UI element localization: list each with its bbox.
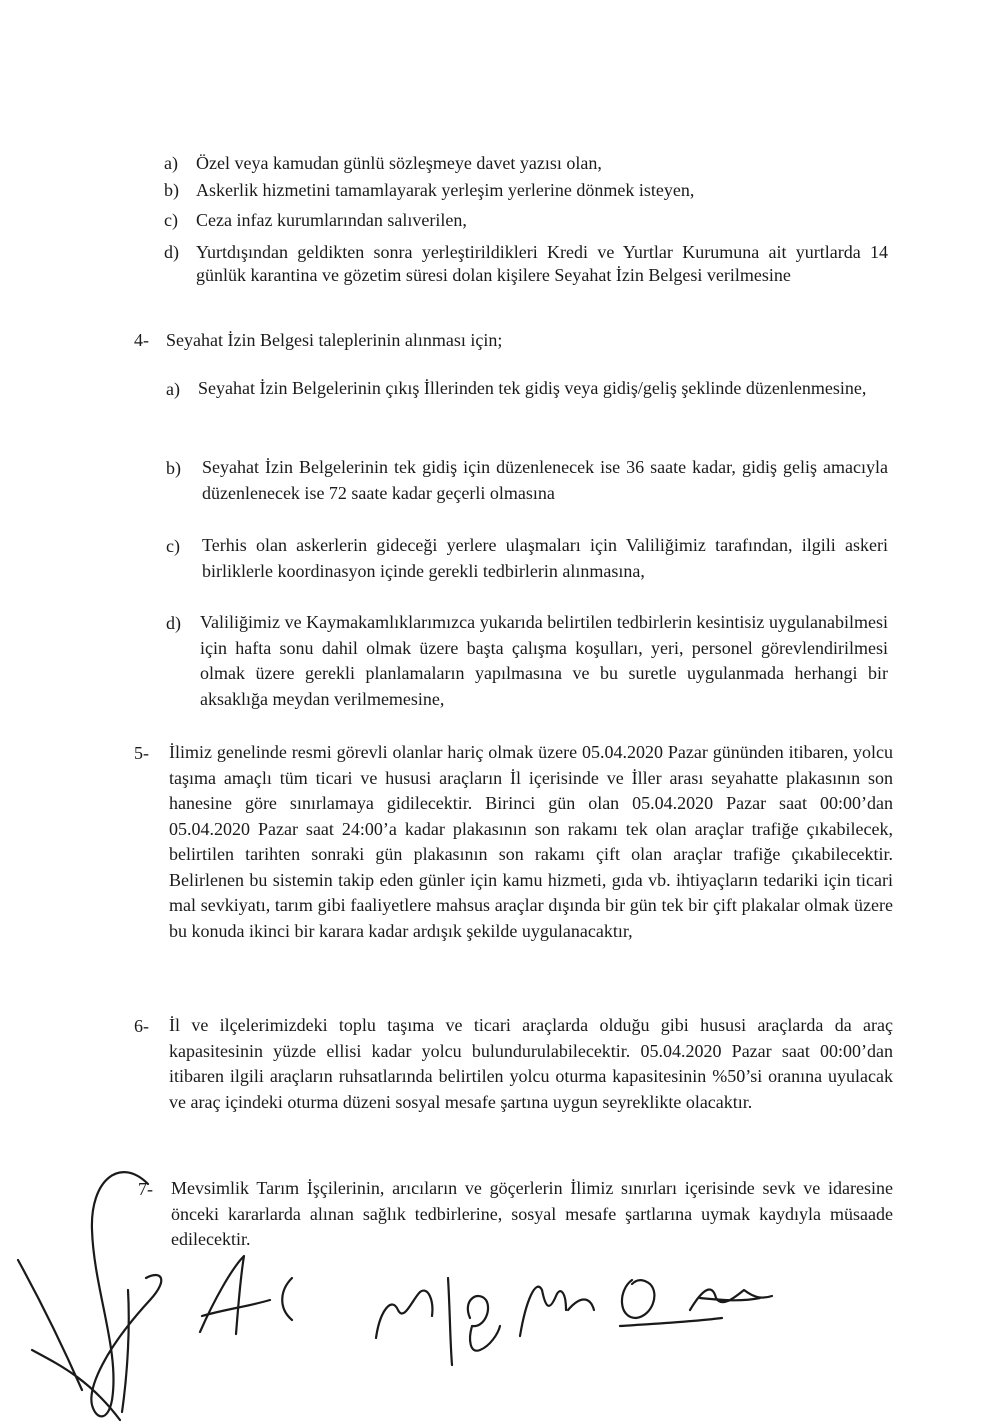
item-text: Mevsimlik Tarım İşçilerinin, arıcıların ve göçerlerin İlimiz sınırları içerisinde sevk ve idaresine önceki kararlarda alınan sağlık tedbirlerine, sosyal mesafe şartlarına uymak kaydıyla müsaade edilecektir. [171, 1178, 893, 1249]
handwritten-signatures [0, 1150, 1000, 1426]
item-text: İl ve ilçelerimizdeki toplu taşıma ve ticari araçlarda olduğu gibi hususi araçlarda da araç kapasitesinin yüzde ellisi kadar yolcu bulundurulabilecektir. 05.04.2020 Pazar saat 00:00’dan itibaren ilgili araçların ruhsatlarında belirtilen yolcu oturma kapasitesinin %50’si oranına uyulacak ve araç içindeki oturma düzeni sosyal mesafe şartına uygun seyreklikte olacaktır. [169, 1015, 893, 1112]
list-marker: a) [164, 153, 178, 173]
list-item-text: Askerlik hizmetini tamamlayarak yerleşim yerlerine dönmek isteyen, [196, 180, 695, 200]
item-text: İlimiz genelinde resmi görevli olanlar hariç olmak üzere 05.04.2020 Pazar gününden itibaren, yolcu taşıma amaçlı tüm ticari ve hususi araçların İl içerisinde ve İller arası seyahatte plakasının son hanesine göre sınırlamaya gidilecektir. Birinci gün olan 05.04.2020 Pazar saat 00:00’dan 05.04.2020 Pazar saat 24:00’a kadar plakasının son rakamı tek olan araçlar trafiğe çıkabilecek, belirtilen tarihten sonraki gün plakasının son rakamı çift olan araçlar trafiğe çıkabilecektir. Belirlenen bu sistemin takip eden günler için kamu hizmeti, gıda vb. ihtiyaçların tedariki için ticari mal sevkiyatı, tarım gibi faaliyetlere mahsus araçlar dışında bir gün tek bir çift plakalar olmak üzere bu konuda ikinci bir karara kadar ardışık şekilde uygulanacaktır, [169, 742, 893, 941]
subitem-text: Seyahat İzin Belgelerinin tek gidiş için düzenlenecek ise 36 saate kadar, gidiş geliş amacıyla düzenlenecek ise 72 saate kadar geçerli olmasına [202, 457, 888, 503]
subitem-text: Valiliğimiz ve Kaymakamlıklarımızca yukarıda belirtilen tedbirlerin kesintisiz uygulanabilmesi için hafta sonu dahil olmak üzere başta çalışma koşulları, yeri, personel görevlendirilmesi olmak üzere gerekli planlamaların yapılmasına ve bu suretle uygulanmada herhangi bir aksaklığa meydan verilmemesine, [200, 612, 888, 709]
item-number: 5- [134, 743, 149, 763]
item-number: 6- [134, 1016, 149, 1036]
signature-stroke [18, 1260, 82, 1390]
subitem-marker: b) [166, 458, 181, 478]
subitem-text: Seyahat İzin Belgelerinin çıkış İllerinden tek gidiş veya gidiş/geliş şeklinde düzenlenmesine, [198, 378, 867, 398]
initial-descender [448, 1278, 452, 1365]
item-number: 4- [134, 330, 149, 350]
list-item-text: Yurtdışından geldikten sonra yerleştirildikleri Kredi ve Yurtlar Kurumuna ait yurtlarda 14 günlük karantina ve gözetim süresi dolan kişilere Seyahat İzin Belgesi verilmesine [196, 242, 888, 285]
list-marker: b) [164, 180, 179, 200]
initial-underline [620, 1318, 722, 1326]
signature-stroke [122, 1290, 129, 1412]
list-marker: d) [164, 242, 179, 262]
initial-m-tail [568, 1300, 594, 1311]
subitem-marker: a) [166, 379, 180, 399]
signature-stroke [32, 1350, 120, 1420]
initial-m [520, 1287, 566, 1336]
initial-q [622, 1280, 654, 1318]
initial-scribble [376, 1291, 432, 1338]
initial-a [200, 1256, 244, 1334]
subitem-text: Terhis olan askerlerin gideceği yerlere ulaşmaları için Valiliğimiz tarafından, ilgili askeri birliklerle koordinasyon içinde gerekli tedbirlerin alınmasına, [202, 535, 888, 581]
list-marker: c) [164, 210, 178, 230]
item-heading: Seyahat İzin Belgesi taleplerinin alınması için; [166, 330, 503, 350]
list-item-text: Özel veya kamudan günlü sözleşmeye davet yazısı olan, [196, 153, 602, 173]
subitem-marker: c) [166, 536, 180, 556]
initial-g [468, 1296, 500, 1351]
list-item-text: Ceza infaz kurumlarından salıverilen, [196, 210, 467, 230]
item-number: 7- [138, 1179, 153, 1199]
subitem-marker: d) [166, 613, 181, 633]
initial-last-cross [700, 1298, 760, 1300]
initial-hook [282, 1278, 292, 1320]
